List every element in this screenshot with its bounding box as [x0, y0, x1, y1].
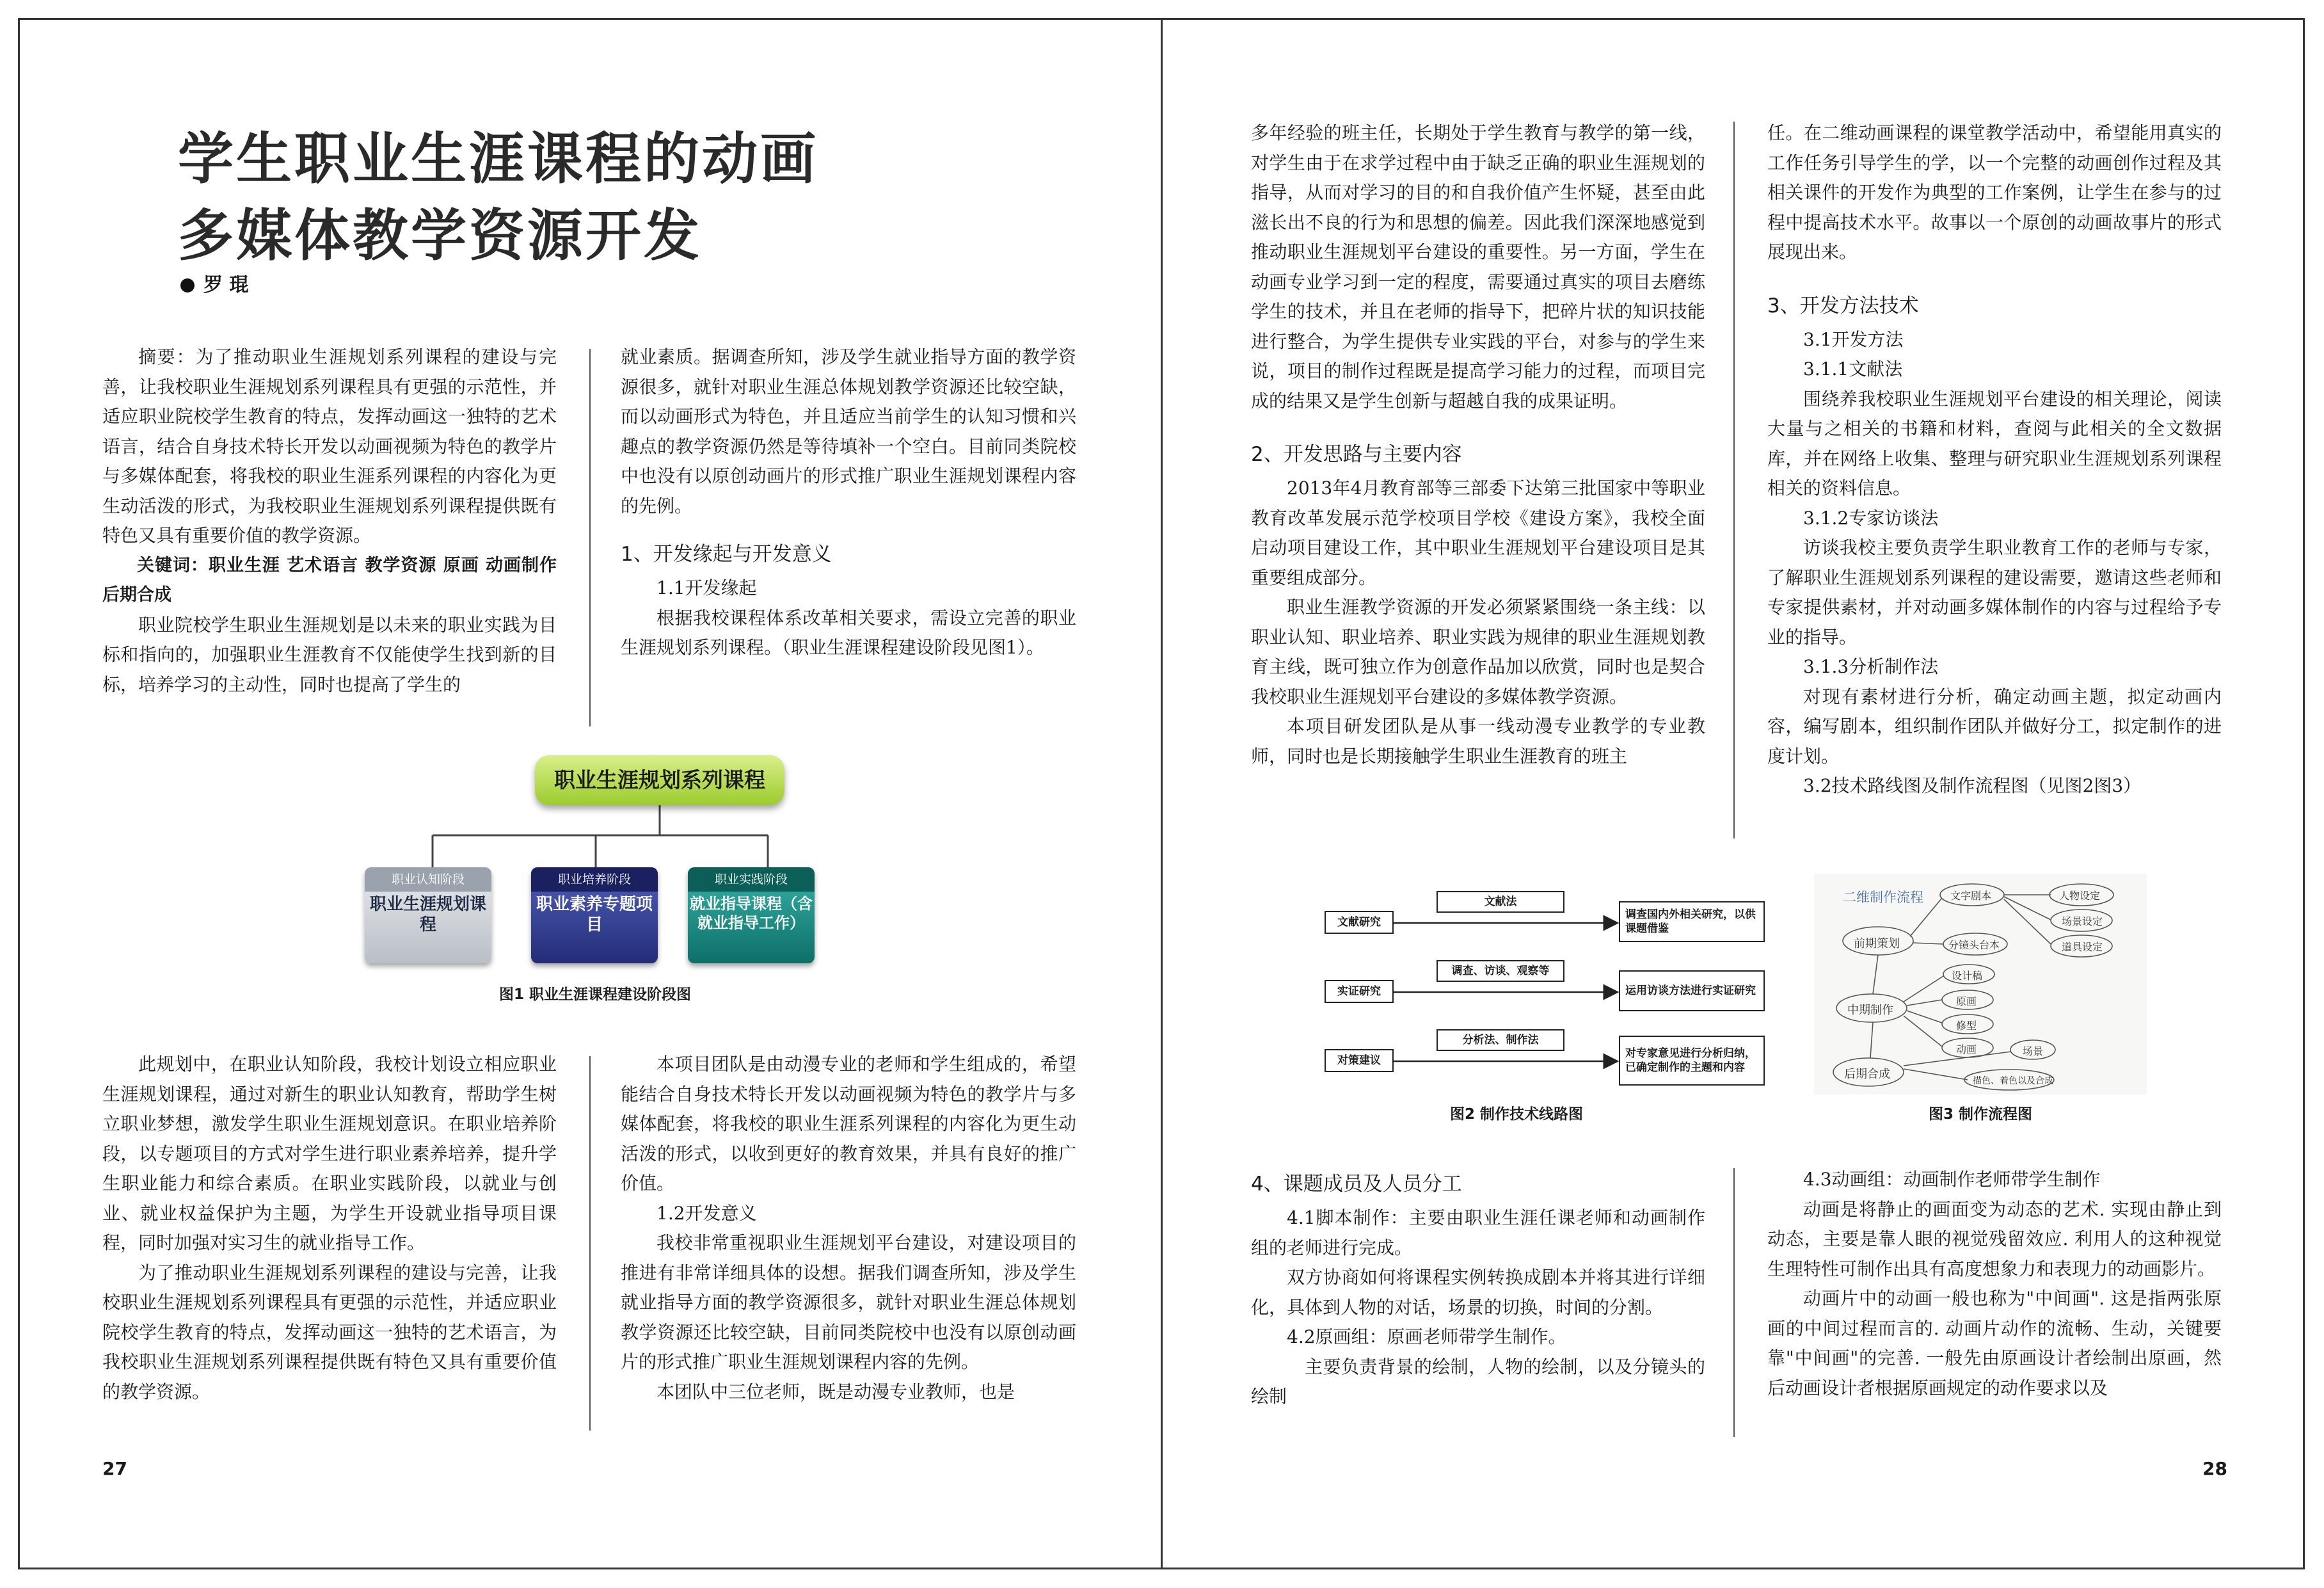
section-heading-1: 1、开发缘起与开发意义 [621, 543, 832, 566]
subsection-3-2: 3.2技术路线图及制作流程图（见图2图3） [1803, 775, 2142, 796]
fig3-title: 二维制作流程 [1843, 890, 1923, 905]
left-col1-top [102, 342, 557, 700]
fig3-node: 原画 [1956, 995, 1977, 1007]
intro-paragraph: 职业院校学生职业生涯规划是以未来的职业实践为目标和指向的，加强职业生涯教育不仅能使学生找到新的目标，培养学习的主动性，同时也提高了学生的 [102, 614, 557, 695]
page-number-right: 28 [2202, 1458, 2227, 1479]
right-col4-top: 任。在二维动画课程的课堂教学活动中，希望能用真实的工作任务引导学生的学，以一个完整的动画创作过程及其相关课件的开发作为典型的工作案例，让学生在参与的过程中提高技术水平。故事以一个原创的动画故事片的形式展现出来。 3、开发方法技术 3.1开发方法 3.1.1文献法 围绕养我校职业生涯规划平台建设的相关理论，阅读大量与之相关的书籍和材料，查阅与此相关的全文数据库，并在网络上收集、整理与研究职业生涯规划系列课程相关的资料信息。 3.1.2专家访谈法 访谈我校主要负责学生职业教育工作的老师与专家，了解职业生涯规划系列课程的建设需要，邀请这些老师和专家提供素材，并对动画多媒体制作的内容与过程给予专业的指导。 3.1.3分析制作法 对现有素材进行分析，确定动画主题，拟定动画内容，编写剧本，组织制作团队并做好分工，拟定制作的进度计划。 3.2技术路线图及制作流程图（见图2图3） [1767, 118, 2222, 801]
fig2-method-3: 分析法、制作法 [1437, 1029, 1564, 1051]
fig3-stage-post: 后期合成 [1844, 1068, 1890, 1081]
fig2-box-literature: 文献研究 [1325, 911, 1394, 934]
fig3-node: 设计稿 [1952, 970, 1983, 982]
left-col2-bottom: 本项目团队是由动漫专业的老师和学生组成的，希望能结合自身技术特长开发以动画视频为特色的教学片与多媒体配套，将我校的职业生涯系列课程的内容化为更生动活泼的形式，以收到更好的教育效果，并具有良好的推广价值。 1.2开发意义 我校非常重视职业生涯规划平台建设，对建设项目的推进有非常详细具体的设想。据我们调查所知，涉及学生就业指导方面的教学资源很多，就针对职业生涯总体规划教学资源还比较空缺，目前同类院校中也没有以原创动画片的形式推广职业生涯规划课程内容的先例。 本团队中三位老师，既是动漫专业教师，也是 [621, 1054, 1076, 1402]
fig1-box-cultivation: 职业培养阶段 职业素养专题项目 [531, 867, 658, 963]
right-col3-bottom: 4、课题成员及人员分工 4.1脚本制作：主要由职业生涯任课老师和动画制作组的老师进行完成。 双方协商如何将课程实例转换成剧本并将其进行详细化，具体到人物的对话，场景的切换，时间的分割。 4.2原画组：原画老师带学生制作。 主要负责背景的绘制，人物的绘制，以及分镜头的绘制 [1251, 1165, 1705, 1412]
subsection-3-1-3: 3.1.3分析制作法 [1803, 656, 1939, 677]
fig1-top-node: 职业生涯规划系列课程 [535, 755, 784, 805]
fig3-node: 场景 [2023, 1045, 2044, 1057]
fig2-method-2: 调查、访谈、观察等 [1437, 960, 1564, 982]
right-col3-top: 多年经验的班主任，长期处于学生教育与教学的第一线，对学生由于在求学过程中由于缺乏正确的职业生涯规划的指导，从而对学习的目的和自我价值产生怀疑，甚至由此滋长出不良的行为和思想的偏差。因此我们深深地感觉到推动职业生涯规划平台建设的重要性。另一方面，学生在动画专业学习到一定的程度，需要通过真实的项目去磨练学生的技术，并且在老师的指导下，把碎片状的知识技能进行整合，为学生提供专业实践的平台，对参与的学生来说，项目的制作过程既是提高学习能力的过程，而项目完成的结果又是学生创新与超越自我的成果证明。 2、开发思路与主要内容 2013年4月教育部等三部委下达第三批国家中等职业教育改革发展示范学校项目学校《建设方案》，我校全面启动项目建设工作，其中职业生涯规划平台建设项目是其重要组成部分。 职业生涯教学资源的开发必须紧紧围绕一条主线：以职业认知、职业培养、职业实践为规律的职业生涯规划教育主线，既可独立作为创意作品加以欣赏，同时也是契合我校职业生涯规划平台建设的多媒体教学资源。 本项目研发团队是从事一线动漫专业教学的专业教师，同时也是长期接触学生职业生涯教育的班主 [1251, 122, 1705, 767]
fig3-node: 场景设定 [2062, 915, 2103, 927]
page-number-left: 27 [102, 1458, 127, 1479]
fig3-node: 描色、着色以及合成 [1973, 1076, 2053, 1086]
left-col1-bottom: 此规划中，在职业认知阶段，我校计划设立相应职业生涯规划课程，通过对新生的职业认知教育，帮助学生树立职业梦想，激发学生职业生涯规划意识。在职业培养阶段，以专题项目的方式对学生进行职业素养培养，提升学生职业能力和综合素质。在职业实践阶段，以就业与创业、就业权益保护为主题，为学生开设就业指导项目课程，同时加强对实习生的就业指导工作。 为了推动职业生涯规划系列课程的建设与完善，让我校职业生涯规划系列课程具有更强的示范性，并适应职业院校学生教育的特点，发挥动画这一独特的艺术语言，为我校职业生涯规划系列课程提供既有特色又具有重要价值的教学资源。 [102, 1054, 557, 1402]
fig2-result-2: 运用访谈方法进行实证研究 [1619, 970, 1765, 1011]
fig3-node: 文字剧本 [1950, 890, 1992, 902]
fig3-node: 动画 [1956, 1043, 1977, 1055]
fig2-caption: 图2 制作技术线路图 [1449, 1106, 1583, 1123]
section-heading-4: 4、课题成员及人员分工 [1251, 1173, 1462, 1196]
subsection-3-1: 3.1开发方法 [1803, 328, 1904, 350]
abstract: 摘要：为了推动职业生涯规划系列课程的建设与完善，让我校职业生涯规划系列课程具有更强的示范性，并适应职业院校学生教育的特点，发挥动画这一独特的艺术语言，结合自身技术特长开发以动画视频为特色的教学片与多媒体配套，将我校的职业生涯系列课程的内容化为更生动活泼的形式，为我校职业生涯规划系列课程提供既有特色又具有重要价值的教学资源。 [102, 346, 557, 546]
author: 罗 琨 [180, 269, 248, 297]
section-heading-2: 2、开发思路与主要内容 [1251, 443, 1462, 466]
column-divider [589, 349, 591, 726]
fig3-node: 人物设定 [2059, 890, 2101, 902]
fig3-caption: 图3 制作流程图 [1928, 1106, 2032, 1123]
right-col4-bottom: 4.3动画组：动画制作老师带学生制作 动画是将静止的画面变为动态的艺术. 实现由静止到动态，主要是靠人眼的视觉残留效应. 利用人的这种视觉生理特性可制作出具有高度想象力和表现力的动画影片。 动画片中的动画一般也称为"中间画". 这是指两张原画的中间过程而言的. 动画片动作的流畅、生动，关键要靠"中间画"的完善. 一般先由原画设计者绘制出原画，然后动画设计者根据原画规定的动作要求以及 [1767, 1169, 2222, 1399]
fig2-box-empirical: 实证研究 [1325, 980, 1394, 1003]
column-divider [589, 1056, 591, 1431]
bullet-icon [180, 278, 195, 293]
fig3-node: 分镜头台本 [1948, 939, 2000, 951]
subsection-3-1-2: 3.1.2专家访谈法 [1803, 507, 1939, 529]
fig2-result-1: 调查国内外相关研究，以供课题借鉴 [1619, 901, 1765, 942]
subsection-1-2: 1.2开发意义 [657, 1202, 757, 1224]
column-divider [1733, 122, 1735, 838]
article-title: 学生职业生涯课程的动画 多媒体教学资源开发 [178, 126, 818, 268]
subsection-3-1-1: 3.1.1文献法 [1803, 358, 1903, 380]
fig3-diagram [1814, 874, 2147, 1095]
fig3-node: 道具设定 [2062, 941, 2103, 953]
fig1-box-cognition: 职业认知阶段 职业生涯规划课程 [365, 867, 491, 963]
fig1-box-practice: 职业实践阶段 就业指导课程（含就业指导工作） [688, 867, 815, 963]
fig1-caption: 图1 职业生涯课程建设阶段图 [498, 986, 691, 1003]
fig3-stage-pre: 前期策划 [1854, 937, 1900, 950]
fig2-method-1: 文献法 [1437, 891, 1564, 913]
column-divider [1733, 1168, 1735, 1437]
fig2-result-3: 对专家意见进行分析归纳，已确定制作的主题和内容 [1619, 1036, 1765, 1086]
keywords: 关键词：职业生涯 艺术语言 教学资源 原画 动画制作 后期合成 [102, 555, 557, 605]
section-heading-3: 3、开发方法技术 [1767, 294, 1919, 317]
fig3-node: 修型 [1956, 1020, 1977, 1032]
fig3-stage-mid: 中期制作 [1847, 1004, 1893, 1017]
page-spine [1161, 18, 1163, 1569]
fig2-box-countermeasure: 对策建议 [1325, 1049, 1394, 1072]
left-col2-top: 就业素质。据调查所知，涉及学生就业指导方面的教学资源很多，就针对职业生涯总体规划教学资源还比较空缺，而以动画形式为特色，并且适应当前学生的认知习惯和兴趣点的教学资源仍然是等待填补一个空白。目前同类院校中也没有以原创动画片的形式推广职业生涯规划课程内容的先例。 1、开发缘起与开发意义 1.1开发缘起 根据我校课程体系改革相关要求，需设立完善的职业生涯规划系列课程。（职业生涯课程建设阶段见图1）。 [621, 346, 1076, 658]
subsection-1-1: 1.1开发缘起 [657, 577, 757, 598]
